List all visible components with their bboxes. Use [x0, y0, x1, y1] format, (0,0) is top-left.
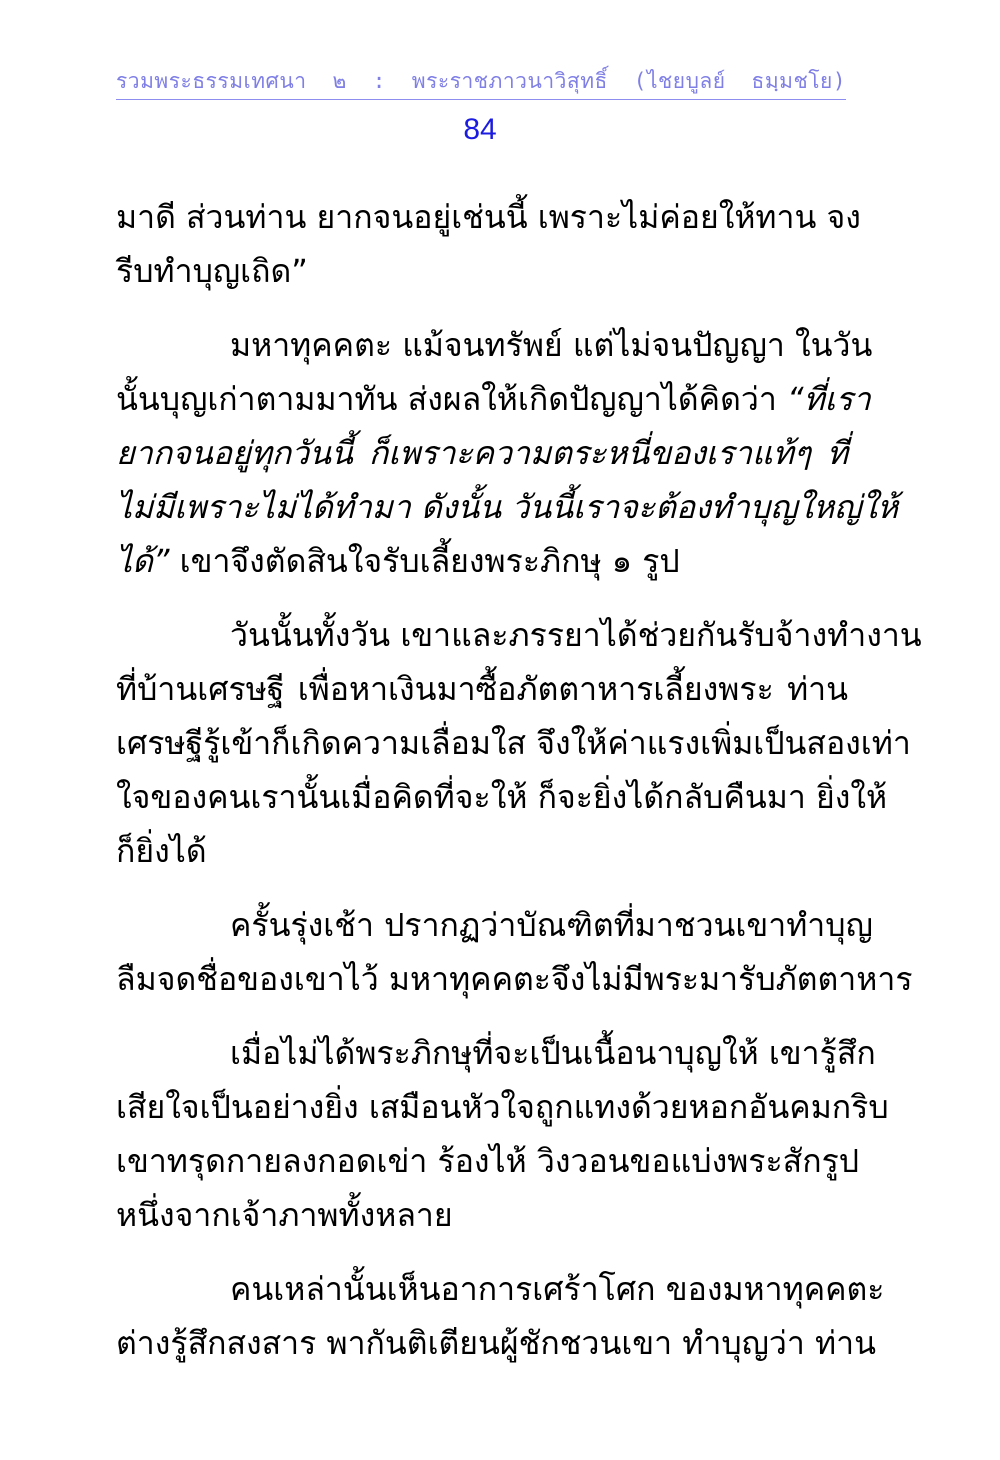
text-segment: นั้นบุญเก่าตามมาทัน ส่งผลให้เกิดปัญญาได้คิดว่า	[116, 380, 787, 418]
paragraph-3	[116, 608, 922, 878]
body-text	[116, 190, 922, 1370]
text-line	[116, 534, 848, 588]
quoted-thought-line: ยากจนอยู่ทุกวันนี้ ก็เพราะความตระหนี่ของเราแท้ๆ ที่	[116, 434, 848, 472]
text-line: ต่างรู้สึกสงสาร พากันติเตียนผู้ชักชวนเขา ทำบุญว่า ท่าน	[116, 1324, 876, 1362]
text-line: หนึ่งจากเจ้าภาพทั้งหลาย	[116, 1196, 453, 1234]
paragraph-4	[116, 898, 913, 1006]
paragraph-2	[116, 318, 899, 588]
text-line: ที่บ้านเศรษฐี เพื่อหาเงินมาซื้อภัตตาหารเลี้ยงพระ ท่าน	[116, 670, 848, 708]
text-line: เมื่อไม่ได้พระภิกษุที่จะเป็นเนื้อนาบุญให้ เขารู้สึก	[230, 1034, 876, 1072]
text-line: เขาทรุดกายลงกอดเข่า ร้องไห้ วิงวอนขอแบ่งพระสักรูป	[116, 1142, 860, 1180]
running-header	[116, 64, 846, 100]
text-line: เสียใจเป็นอย่างยิ่ง เสมือนหัวใจถูกแทงด้วยหอกอันคมกริบ	[116, 1088, 889, 1126]
text-line	[116, 372, 871, 426]
paragraph-6	[116, 1262, 885, 1370]
text-segment: เขาจึงตัดสินใจรับเลี้ยงพระภิกษุ ๑ รูป	[169, 542, 680, 580]
text-line: มหาทุคคตะ แม้จนทรัพย์ แต่ไม่จนปัญญา ในวัน	[230, 326, 873, 364]
text-line: คนเหล่านั้นเห็นอาการเศร้าโศก ของมหาทุคคตะ	[230, 1270, 885, 1308]
text-line: ครั้นรุ่งเช้า ปรากฏว่าบัณฑิตที่มาชวนเขาทำบุญ	[230, 906, 873, 944]
quoted-thought-line: ไม่มีเพราะไม่ได้ทำมา ดังนั้น วันนี้เราจะต้องทำบุญใหญ่ให้	[116, 488, 899, 526]
paragraph-5	[116, 1026, 889, 1242]
text-line: วันนั้นทั้งวัน เขาและภรรยาได้ช่วยกันรับจ้างทำงาน	[230, 616, 922, 654]
paragraph-1	[116, 190, 861, 298]
text-line: เศรษฐีรู้เข้าก็เกิดความเลื่อมใส จึงให้ค่าแรงเพิ่มเป็นสองเท่า	[116, 724, 911, 762]
text-line: ก็ยิ่งได้	[116, 832, 207, 870]
quoted-thought-segment: “ที่เรา	[786, 380, 871, 418]
text-line: รีบทำบุญเถิด”	[116, 252, 308, 290]
text-line: มาดี ส่วนท่าน ยากจนอยู่เช่นนี้ เพราะไม่ค่อยให้ทาน จง	[116, 198, 861, 236]
quoted-thought-segment: ได้”	[116, 542, 170, 580]
page-number: 84	[463, 113, 497, 146]
running-header-title: รวมพระธรรมเทศนา ๒ : พระราชภาวนาวิสุทธิ์ (ไชยบูลย์ ธมฺมชโย)	[116, 69, 846, 93]
text-line: ใจของคนเรานั้นเมื่อคิดที่จะให้ ก็จะยิ่งได้กลับคืนมา ยิ่งให้	[116, 778, 888, 816]
text-line: ลืมจดชื่อของเขาไว้ มหาทุคคตะจึงไม่มีพระมารับภัตตาหาร	[116, 960, 913, 998]
